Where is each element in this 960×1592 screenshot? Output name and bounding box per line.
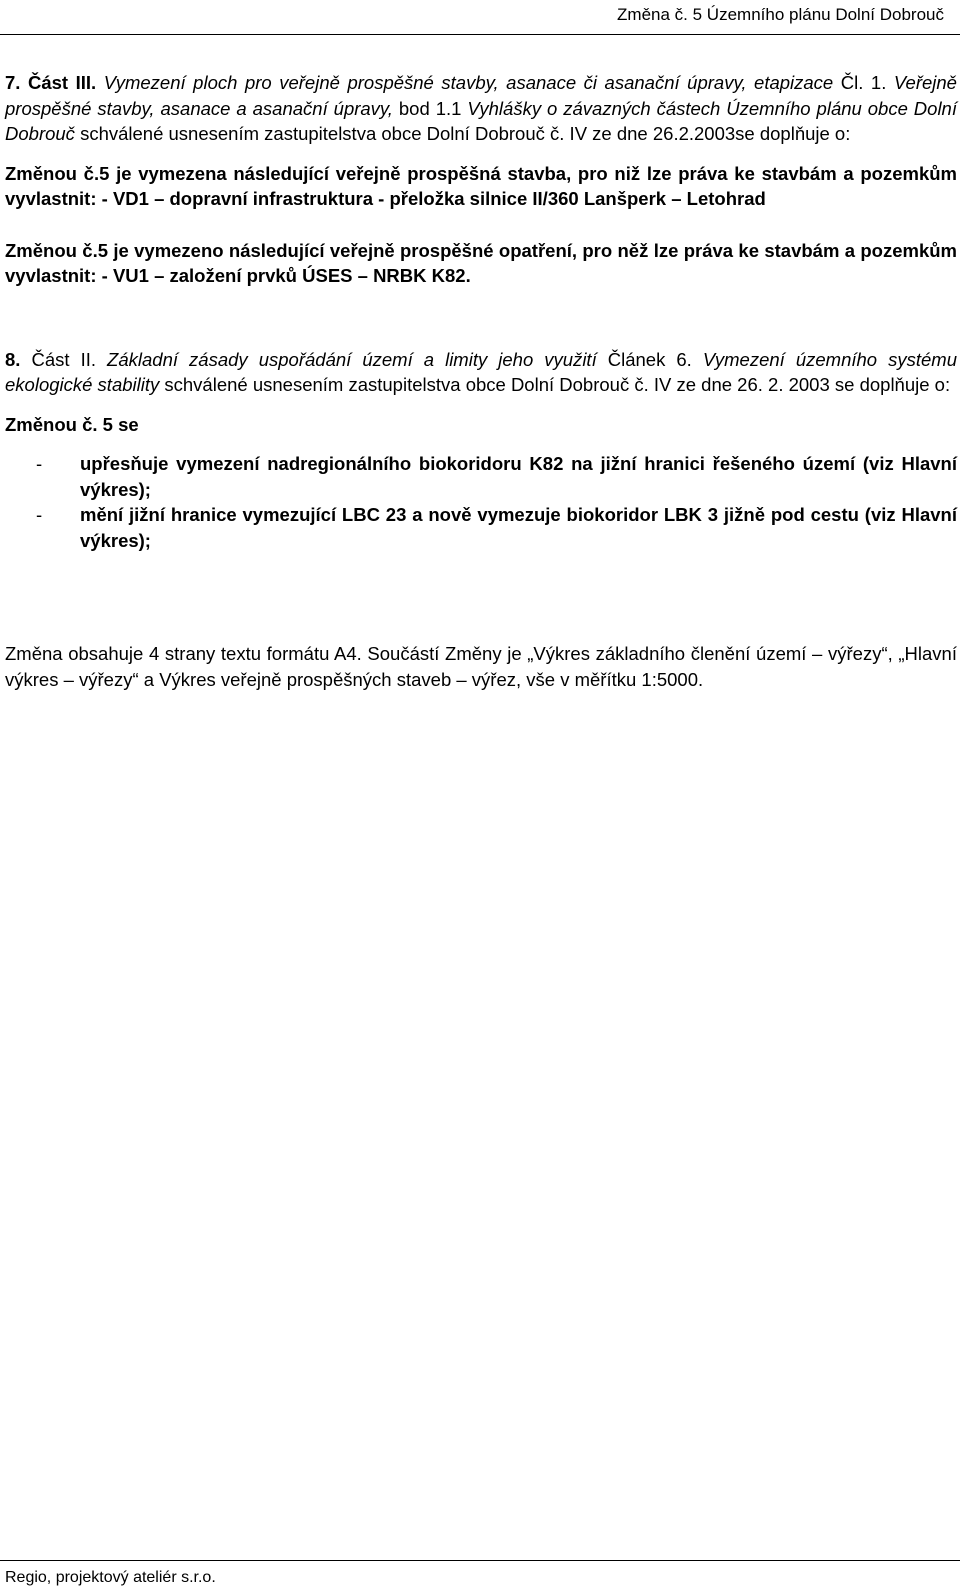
section-8-title: Základní zásady uspořádání území a limity jeho využití [107, 348, 597, 370]
list-item-text: upřesňuje vymezení nadregionálního biokoridoru K82 na jižní hranici řešeného území (viz Hlavní výkres); [80, 453, 957, 500]
paragraph-2-body: 5 je vymezeno následující veřejně prospěšné opatření, pro něž lze práva ke stavbám a pozemkům vyvlastnit: - VU1 – založení prvků ÚSES – NRBK K82. [5, 239, 957, 286]
section-7-heading [5, 70, 957, 147]
closing-paragraph: Změna obsahuje 4 strany textu formátu A4. Součástí Změny je „Výkres základního členění území – výřezy“, „Hlavní výkres – výřezy“ a Výkres veřejně prospěšných staveb – výřez, vše v měřítku 1:5000. [5, 643, 957, 690]
paragraph-1-body: 5 je vymezena následující veřejně prospěšná stavba, pro niž lze práva ke stavbám a pozemkům vyvlastnit: - VD1 – dopravní infrastruktura - přeložka silnice II/360 Lanšperk – Letohrad [5, 162, 957, 209]
section-7-paragraph-1 [5, 161, 957, 212]
section-7-resolution: schválené usnesením zastupitelstva obce Dolní Dobrouč č. IV ze dne 26.2.2003se doplňuje o: [74, 123, 851, 144]
list-bullet: - [36, 504, 43, 525]
section-7-subtitle: Veřejně prospěšné stavby, asanace a asanační úpravy, [5, 72, 957, 119]
page-footer: Regio, projektový ateliér s.r.o. [5, 1569, 216, 1586]
header-divider [0, 34, 960, 35]
section-7-article: Čl. 1. [833, 72, 894, 93]
list-item [5, 451, 957, 502]
list-bullet: - [36, 453, 43, 474]
list-item [5, 502, 957, 553]
section-7-title: Vymezení ploch pro veřejně prospěšné stavby, asanace či asanační úpravy, etapizace [103, 72, 834, 93]
paragraph-2-lead: Změnou č. [5, 239, 98, 261]
section-7-regulation: Vyhlášky o závazných částech Územního plánu obce Dolní Dobrouč [5, 97, 957, 144]
section-7-point: bod 1.1 [392, 97, 468, 119]
list-item-text: mění jižní hranice vymezující LBC 23 a nově vymezuje biokoridor LBK 3 jižně pod cestu (viz Hlavní výkres); [80, 504, 957, 551]
section-8-heading [5, 347, 957, 398]
page-header: Změna č. 5 Územního plánu Dolní Dobrouč [617, 5, 944, 24]
change-list [5, 451, 957, 553]
section-8-number: 8. [5, 348, 21, 370]
footer-divider [0, 1560, 960, 1561]
section-8-part: Část II. [20, 348, 108, 370]
document-body [5, 70, 957, 692]
section-8-article: Článek 6. [596, 348, 703, 370]
section-7-number: 7. Část III. [5, 72, 104, 93]
section-8-change-lead: Změnou č. 5 se [5, 413, 139, 435]
section-8-article-title: Vymezení územního systému ekologické stability [5, 348, 958, 395]
section-8-resolution: schválené usnesením zastupitelstva obce Dolní Dobrouč č. IV ze dne 26. 2. 2003 se doplňuje o: [159, 374, 951, 395]
section-7-paragraph-2 [5, 238, 957, 289]
paragraph-1-lead: Změnou č. [5, 162, 100, 184]
